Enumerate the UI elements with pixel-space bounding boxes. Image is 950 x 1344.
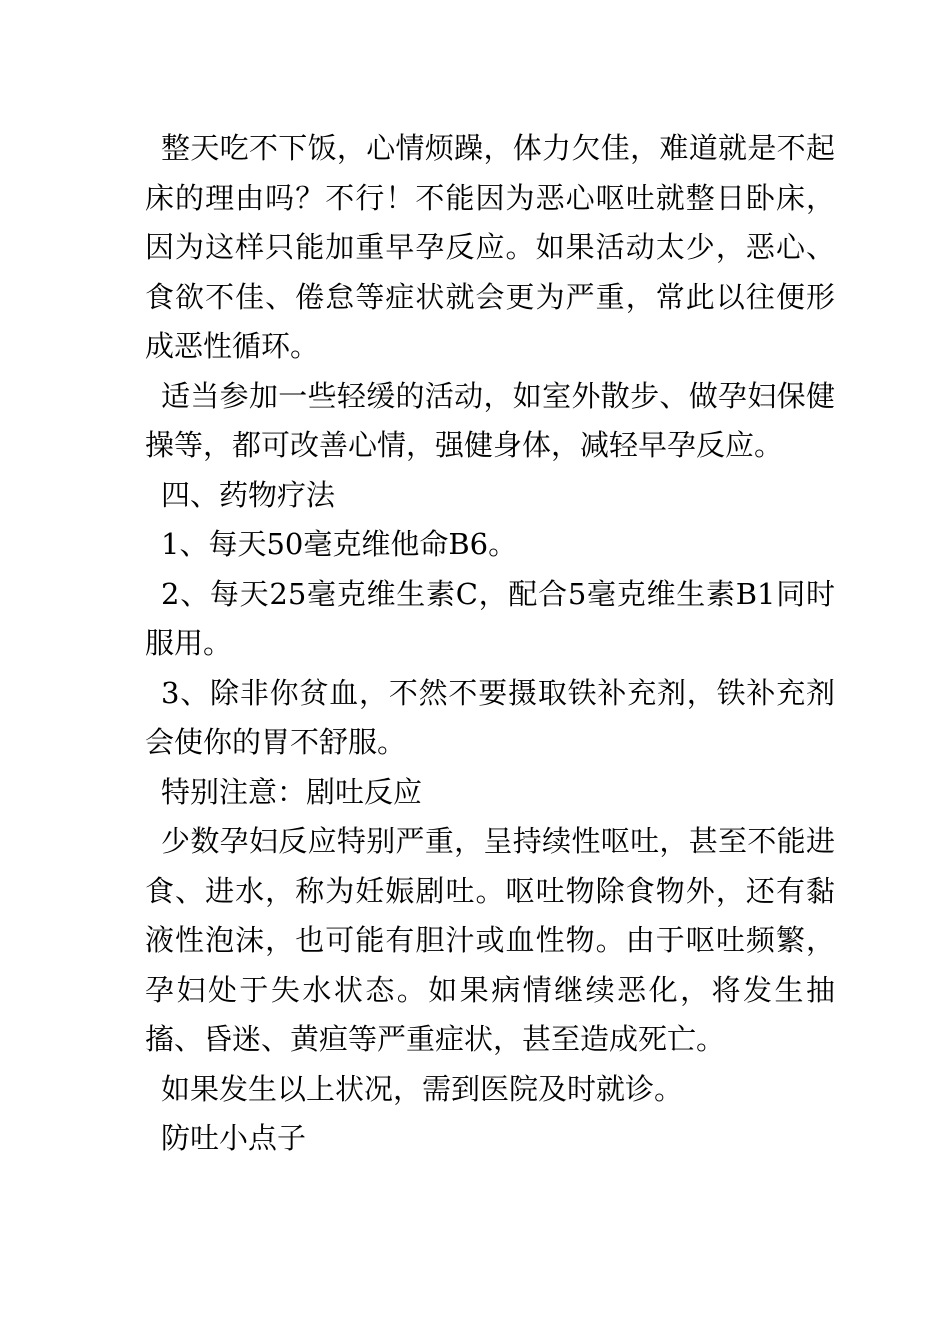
paragraph-hyperemesis: 少数孕妇反应特别严重，呈持续性呕吐，甚至不能进食、进水，称为妊娠剧吐。呕吐物除食物外，还有黏液性泡沫，也可能有胆汁或血性物。由于呕吐频繁，孕妇处于失水状态。如果病情继续恶化，将发生抽搐、昏迷、黄疸等严重症状，甚至造成死亡。	[145, 824, 835, 1056]
list-item-iron-supplement: 3、除非你贫血，不然不要摄取铁补充剂，铁补充剂会使你的胃不舒服。	[145, 675, 835, 759]
section-heading-drug-therapy: 四、药物疗法	[161, 477, 336, 512]
paragraph-light-activity: 适当参加一些轻缓的活动，如室外散步、做孕妇保健操等，都可改善心情，强健身体，减轻早孕反应。	[145, 378, 835, 462]
list-item-vitamin-b6: 1、每天50毫克维他命B6。	[161, 527, 518, 561]
section-heading-tips: 防吐小点子	[161, 1121, 307, 1155]
paragraph-see-doctor: 如果发生以上状况，需到医院及时就诊。	[161, 1071, 684, 1106]
document-body	[145, 124, 835, 1164]
section-heading-special-note: 特别注意：剧吐反应	[161, 774, 423, 809]
paragraph-bed-rest: 整天吃不下饭，心情烦躁，体力欠佳，难道就是不起床的理由吗？不行！不能因为恶心呕吐就整日卧床，因为这样只能加重早孕反应。如果活动太少，恶心、食欲不佳、倦怠等症状就会更为严重，常此以往便形成恶性循环。	[145, 131, 835, 363]
list-item-vitamin-c: 2、每天25毫克维生素C，配合5毫克维生素B1同时服用。	[145, 576, 835, 660]
